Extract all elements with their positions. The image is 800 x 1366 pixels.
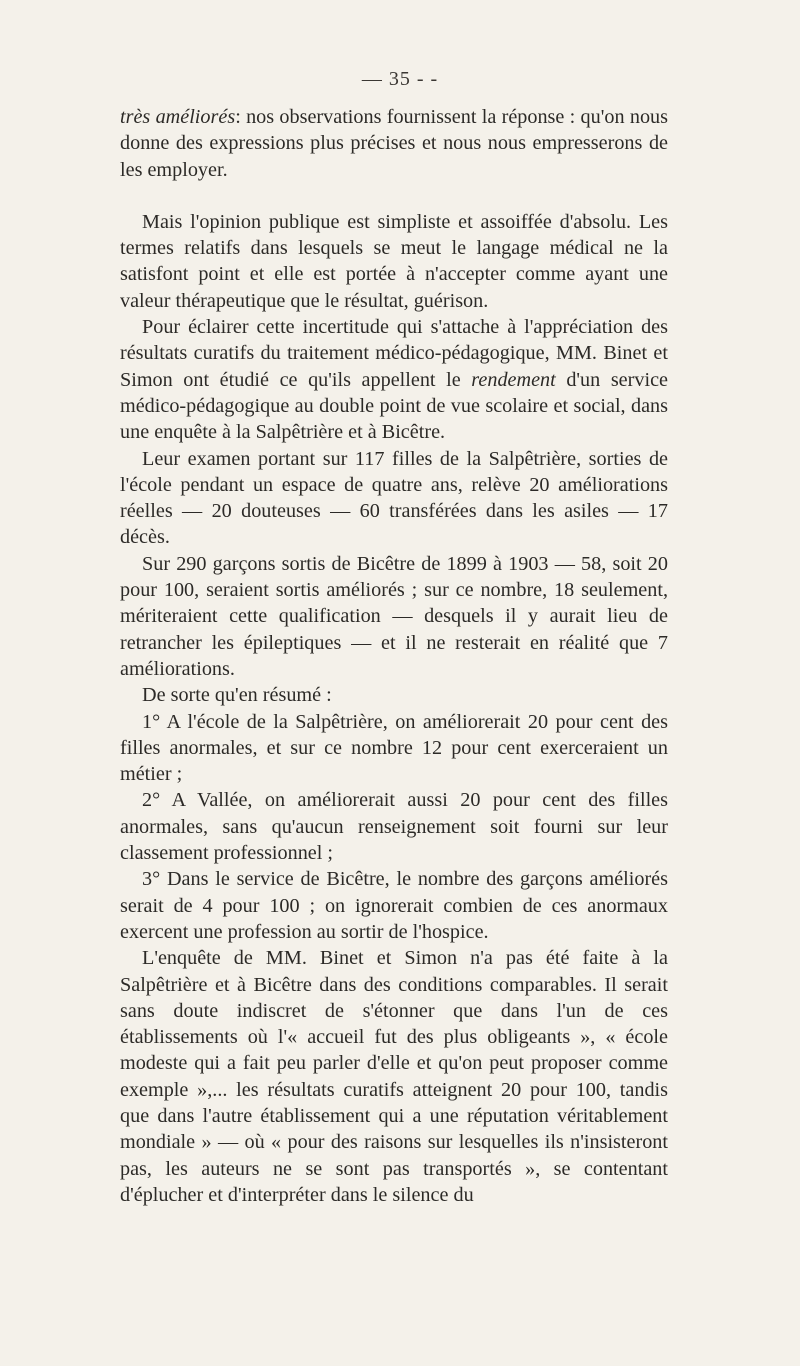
body-text bbox=[120, 104, 668, 1208]
paragraph-text: : nos observations fournissent la réponse : qu'on nous donne des expressions plus précises et nous nous empresserons de les employer. bbox=[120, 106, 668, 181]
list-item-2: 2° A Vallée, on améliorerait aussi 20 pour cent des filles anormales, sans qu'aucun renseignement soit fourni sur leur classement professionnel ; bbox=[120, 789, 668, 865]
paragraph-bicetre-results: Sur 290 garçons sortis de Bicêtre de 1899 à 1903 — 58, soit 20 pour 100, seraient sortis améliorés ; sur ce nombre, 18 seulement, mériteraient cette qualification — desquels il y aurait lieu de retrancher les épileptiques — et il ne resterait en réalité que 7 améliorations. bbox=[120, 552, 668, 680]
italic-phrase: très améliorés bbox=[120, 106, 236, 128]
paragraph-salpetriere-results: Leur examen portant sur 117 filles de la Salpêtrière, sorties de l'école pendant un espace de quatre ans, relève 20 améliorations réelles — 20 douteuses — 60 transférées dans les asiles — 17 décès. bbox=[120, 447, 668, 549]
italic-word-rendement: rendement bbox=[471, 368, 556, 391]
paragraph-enquete: L'enquête de MM. Binet et Simon n'a pas été faite à la Salpêtrière et à Bicêtre dans des conditions comparables. Il serait sans doute indiscret de s'étonner que dans l'un de ces établissements où l'« accueil fut des plus obligeants », « école modeste qui a fait peu parler d'elle et qu'on peut proposer comme exemple »,... les résultats curatifs atteignent 20 pour 100, tandis que dans l'autre établissement qui a une réputation véritablement mondiale » — où « pour des raisons sur lesquelles ils n'insisteront pas, les auteurs ne se sont pas transportés », se contentant d'éplucher et d'interpréter dans le silence du bbox=[120, 947, 668, 1206]
list-item-3: 3° Dans le service de Bicêtre, le nombre des garçons améliorés serait de 4 pour 100 ; on ignorerait combien de ces anormaux exercent une profession au sortir de l'hospice. bbox=[120, 868, 668, 943]
paragraph-text-before: Pour éclairer cette incertitude qui s'attache à l'appréciation des résultats curatifs du traitement médico-pédagogique, MM. Binet et Simon ont étudié ce qu'ils appellent le bbox=[120, 316, 668, 391]
paragraph-summary-intro: De sorte qu'en résumé : bbox=[142, 684, 332, 707]
paragraph-public-opinion: Mais l'opinion publique est simpliste et assoiffée d'absolu. Les termes relatifs dans lesquels se meut le langage médical ne la satisfont point et elle est portée à n'accepter comme ayant une valeur thérapeutique que le résultat, guérison. bbox=[120, 210, 668, 312]
paragraph-text-after: d'un service médico-pédagogique au double point de vue scolaire et social, dans une enquête à la Salpêtrière et à Bicêtre. bbox=[120, 368, 668, 444]
list-item-1: 1° A l'école de la Salpêtrière, on améliorerait 20 pour cent des filles anormales, et sur ce nombre 12 pour cent exerceraient un métier ; bbox=[120, 710, 668, 786]
page-number: — 35 - - bbox=[361, 68, 439, 90]
paragraph-continuation bbox=[120, 104, 668, 183]
paragraph-binet-simon bbox=[120, 314, 668, 445]
